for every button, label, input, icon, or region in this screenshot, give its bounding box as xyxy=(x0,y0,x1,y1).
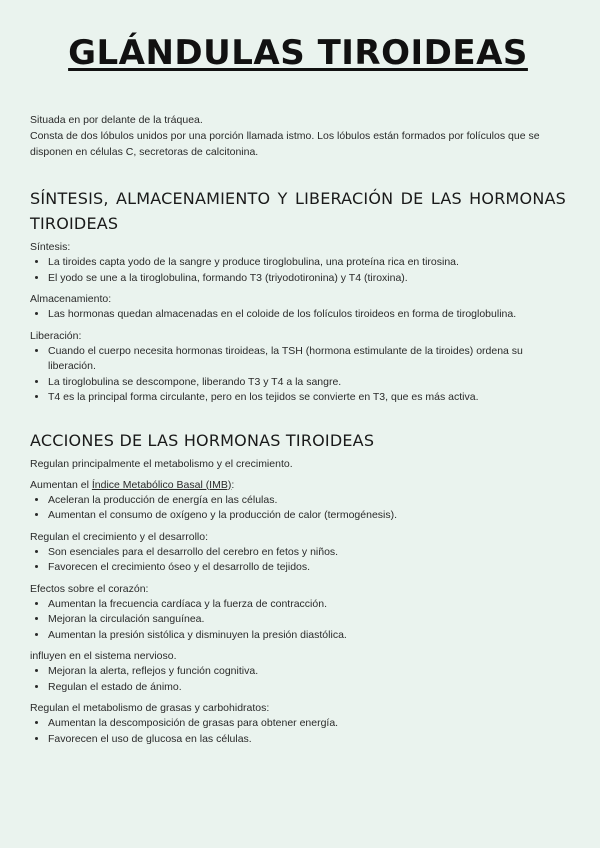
list-item: • Son esenciales para el desarrollo del cerebro en fetos y niños. xyxy=(48,545,566,561)
bullet-list xyxy=(30,493,566,524)
list-item: • Favorecen el crecimiento óseo y el desarrollo de tejidos. xyxy=(48,560,566,576)
group-crecimiento xyxy=(30,530,566,576)
bullet-list xyxy=(30,344,566,406)
group-label: Almacenamiento: xyxy=(30,293,112,305)
group-imb xyxy=(30,478,566,524)
label-suffix: : xyxy=(231,478,235,491)
list-item: • El yodo se une a la tiroglobulina, formando T3 (triyodotironina) y T4 (tiroxina). xyxy=(48,271,566,287)
list-item: • Las hormonas quedan almacenadas en el coloide de los folículos tiroideos en forma de tiroglobulina. xyxy=(48,307,566,323)
list-item: • Cuando el cuerpo necesita hormonas tiroideas, la TSH (hormona estimulante de la tiroides) ordena su liberación. xyxy=(48,344,566,375)
group-metabolismo xyxy=(30,701,566,747)
section-heading-actions: ACCIONES DE LAS HORMONAS TIROIDEAS xyxy=(30,430,375,450)
list-item: • Favorecen el uso de glucosa en las células. xyxy=(48,732,566,748)
section-intro: Regulan principalmente el metabolismo y el crecimiento. xyxy=(30,457,293,470)
group-label: influyen en el sistema nervioso. xyxy=(30,650,177,662)
bullet-list xyxy=(30,545,566,576)
section-actions xyxy=(30,428,566,748)
bullet-list xyxy=(30,664,566,695)
group-label: Regulan el crecimiento y el desarrollo: xyxy=(30,530,209,543)
bullet-list xyxy=(30,307,566,323)
group-almacenamiento xyxy=(30,292,566,323)
group-liberacion xyxy=(30,329,566,406)
list-item: • T4 es la principal forma circulante, pero en los tejidos se convierte en T3, que es más activa. xyxy=(48,390,566,406)
list-item: • Mejoran la circulación sanguínea. xyxy=(48,612,566,628)
intro-line-1: Situada en por delante de la tráquea. xyxy=(30,114,203,126)
list-item: • Aumentan la frecuencia cardíaca y la fuerza de contracción. xyxy=(48,597,566,613)
group-corazon xyxy=(30,582,566,644)
page-title: GLÁNDULAS TIROIDEAS xyxy=(68,33,528,73)
document-page xyxy=(30,30,566,753)
section-heading-synthesis: SÍNTESIS, ALMACENAMIENTO Y LIBERACIÓN DE LAS HORMONAS TIROIDEAS xyxy=(30,189,566,233)
imb-term-link: Índice Metabólico Basal (IMB) xyxy=(91,478,232,491)
group-label: Liberación: xyxy=(30,329,82,342)
intro-line-2: Consta de dos lóbulos unidos por una porción llamada istmo. Los lóbulos están formados por folículos que se disponen en células C, secretoras de calcitonina. xyxy=(30,130,540,158)
list-item: • Aumentan el consumo de oxígeno y la producción de calor (termogénesis). xyxy=(48,508,566,524)
label-prefix: Aumentan el xyxy=(30,478,92,491)
list-item: • Aceleran la producción de energía en las células. xyxy=(48,493,566,509)
section-synthesis xyxy=(30,186,566,406)
group-label: Efectos sobre el corazón: xyxy=(30,582,149,595)
group-label: Regulan el metabolismo de grasas y carbohidratos: xyxy=(30,702,270,714)
bullet-list xyxy=(30,597,566,644)
list-item: • La tiroides capta yodo de la sangre y produce tiroglobulina, una proteína rica en tirosina. xyxy=(48,255,566,271)
list-item: • Mejoran la alerta, reflejos y función cognitiva. xyxy=(48,664,566,680)
intro-block xyxy=(30,112,566,160)
bullet-list xyxy=(30,716,566,747)
list-item: • Aumentan la descomposición de grasas para obtener energía. xyxy=(48,716,566,732)
bullet-list xyxy=(30,255,566,286)
group-sintesis xyxy=(30,240,566,286)
list-item: • La tiroglobulina se descompone, liberando T3 y T4 a la sangre. xyxy=(48,375,566,391)
list-item: • Aumentan la presión sistólica y disminuyen la presión diastólica. xyxy=(48,628,566,644)
group-label xyxy=(30,478,566,493)
group-nervioso xyxy=(30,649,566,695)
list-item: • Regulan el estado de ánimo. xyxy=(48,680,566,696)
group-label: Síntesis: xyxy=(30,241,71,253)
